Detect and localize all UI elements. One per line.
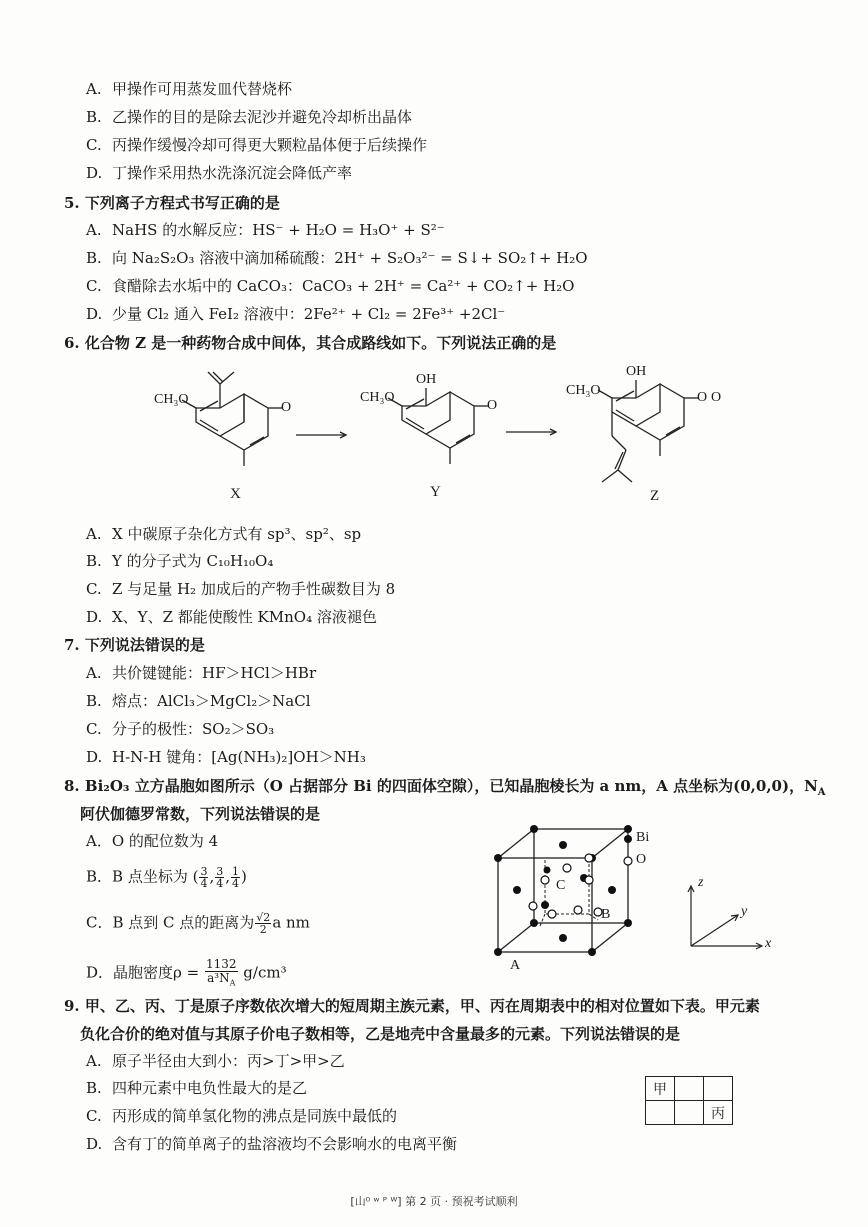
axis-y-label: y	[741, 904, 748, 919]
q6-stem: 6. 化合物 Z 是一种药物合成中间体，其合成路线如下。下列说法正确的是	[64, 334, 557, 352]
q7-option-d: D. H-N-H 键角：[Ag(NH₃)₂]OH＞NH₃	[86, 748, 366, 766]
q8-option-a: A．O 的配位数为 4	[86, 832, 219, 850]
y-oh-label: OH	[416, 372, 437, 387]
z-extra-o-label: O	[711, 390, 722, 405]
y-carbonyl-o-label: O	[487, 398, 498, 413]
point-c-label: C	[556, 878, 566, 893]
q8-option-c: C．B 点到 C 点的距离为 $\frac{√2}{2}$ a nm	[86, 911, 310, 936]
q4-option-d: D. 丁操作采用热水洗涤沉淀会降低产率	[86, 164, 353, 182]
q9-option-a: A. 原子半径由大到小：丙>丁>甲>乙	[86, 1052, 345, 1070]
cell-empty	[646, 1101, 675, 1125]
molecule-x-label: X	[230, 486, 241, 502]
q9-option-b: B. 四种元素中电负性最大的是乙	[86, 1079, 308, 1097]
q9-option-d: D. 含有丁的简单离子的盐溶液均不会影响水的电离平衡	[86, 1135, 458, 1153]
point-b-label: B	[601, 907, 611, 922]
x-ch3o-label: CH₃O	[154, 392, 189, 407]
q9-option-c: C. 丙形成的简单氢化物的沸点是同族中最低的	[86, 1107, 398, 1125]
legend-bi-label: Bi	[636, 830, 650, 845]
q9-stem-line1: 9. 甲、乙、丙、丁是原子序数依次增大的短周期主族元素，甲、丙在周期表中的相对位置如下表。甲元素	[64, 997, 760, 1015]
q6-option-b: B. Y 的分子式为 C₁₀H₁₀O₄	[86, 552, 274, 570]
page-footer: [山⁰ ʷ ᴾ ᵂ] 第 2 页 · 预祝考试顺利	[350, 1195, 518, 1208]
periodic-position-table	[645, 1076, 733, 1125]
q9-stem-line2: 负化合价的绝对值与其原子价电子数相等，乙是地壳中含量最多的元素。下列说法错误的是	[80, 1025, 681, 1043]
q5-option-b: B. 向 Na₂S₂O₃ 溶液中滴加稀硫酸：2H⁺ + S₂O₃²⁻ = S↓+ SO₂↑+ H₂O	[86, 249, 588, 267]
q8-stem-line1: 8. Bi₂O₃ 立方晶胞如图所示（O 占据部分 Bi 的四面体空隙），已知晶胞棱长为 a nm，A 点坐标为(0,0,0)，$N_A$	[64, 777, 826, 798]
q6-option-c: C. Z 与足量 H₂ 加成后的产物手性碳数目为 8	[86, 580, 396, 598]
cell-jia: 甲	[646, 1077, 675, 1101]
cell-empty	[704, 1077, 733, 1101]
q8-stem-line2: 阿伏伽德罗常数，下列说法错误的是	[80, 805, 321, 823]
molecule-z-label: Z	[650, 488, 660, 504]
q5-option-a: A. NaHS 的水解反应：HS⁻ + H₂O = H₃O⁺ + S²⁻	[86, 221, 445, 239]
z-carbonyl-o-label: O	[697, 390, 708, 405]
q6-option-a: A. X 中碳原子杂化方式有 sp³、sp²、sp	[86, 525, 362, 543]
q5-stem: 5. 下列离子方程式书写正确的是	[64, 194, 280, 212]
z-oh-label: OH	[626, 364, 647, 379]
q4-option-c: C. 丙操作缓慢冷却可得更大颗粒晶体便于后续操作	[86, 136, 428, 154]
cell-bing: 丙	[704, 1101, 733, 1125]
legend-o-label: O	[636, 852, 647, 867]
q5-option-c: C. 食醋除去水垢中的 CaCO₃：CaCO₃ + 2H⁺ = Ca²⁺ + CO₂↑+ H₂O	[86, 277, 575, 295]
q7-stem: 7. 下列说法错误的是	[64, 636, 205, 654]
q4-option-b: B. 乙操作的目的是除去泥沙并避免冷却析出晶体	[86, 108, 413, 126]
q7-option-b: B. 熔点：AlCl₃＞MgCl₂＞NaCl	[86, 692, 311, 710]
q5-option-d: D. 少量 Cl₂ 通入 FeI₂ 溶液中：2Fe²⁺ + Cl₂ = 2Fe³⁺ +2Cl⁻	[86, 305, 506, 323]
cell-empty	[675, 1077, 704, 1101]
point-a-label: A	[510, 958, 521, 973]
q7-option-c: C. 分子的极性：SO₂＞SO₃	[86, 720, 275, 738]
molecule-y-label: Y	[430, 484, 441, 500]
q8-option-d: D．晶胞密度ρ = $\frac{1132}{a^3N_A}$ g/cm³	[86, 957, 287, 988]
q4-option-a: A. 甲操作可用蒸发皿代替烧杯	[86, 80, 293, 98]
q8-option-b: B．B 点坐标为 ( $\frac{3}{4}$ , $\frac{3}{4}$ , $\frac{1}{4}$ )	[86, 865, 247, 890]
q6-option-d: D. X、Y、Z 都能使酸性 KMnO₄ 溶液褪色	[86, 608, 377, 626]
y-ch3o-label: CH₃O	[360, 390, 395, 405]
axis-z-label: z	[698, 875, 704, 890]
z-ch3o-label: CH₃O	[566, 383, 601, 398]
cell-empty	[675, 1101, 704, 1125]
x-carbonyl-o-label: O	[281, 400, 292, 415]
q7-option-a: A. 共价键键能：HF＞HCl＞HBr	[86, 664, 317, 682]
axis-x-label: x	[765, 936, 772, 951]
